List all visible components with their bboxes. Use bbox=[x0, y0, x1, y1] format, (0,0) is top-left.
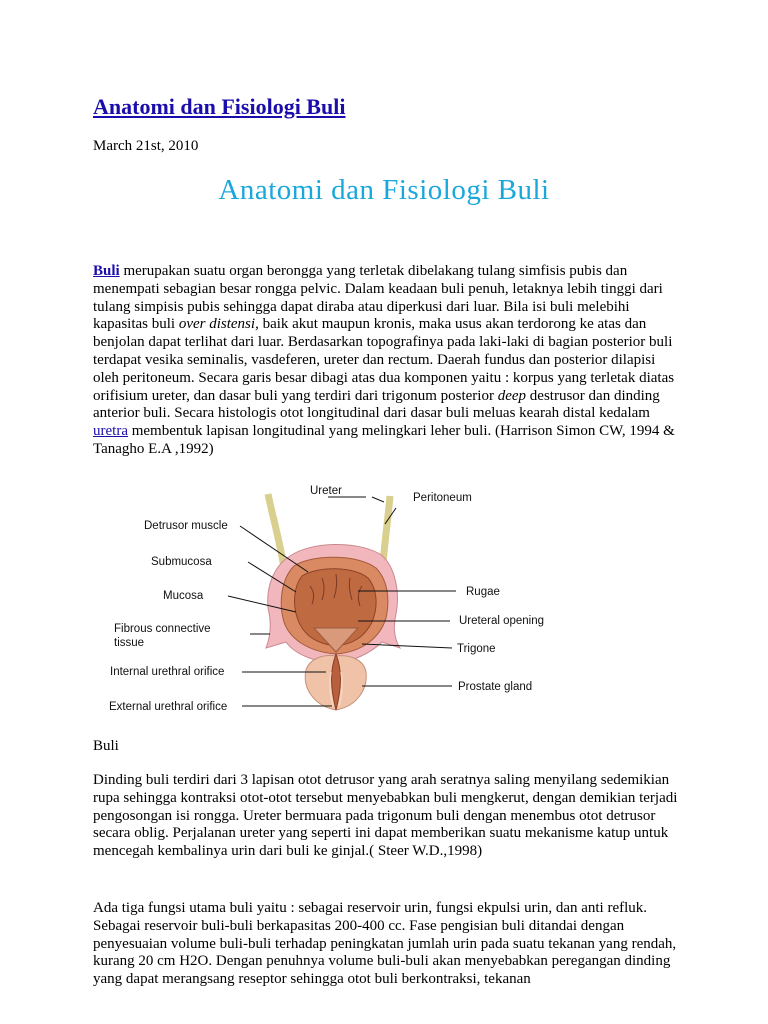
label-peritoneum: Peritoneum bbox=[413, 492, 472, 504]
paragraph-text: destrusor dan dinding anterior buli. Secara histologis otot longitudinal dari dasar buli meluas kearah distal kedalam bbox=[93, 387, 660, 422]
italic-term: deep bbox=[497, 387, 527, 404]
article-heading: Anatomi dan Fisiologi Buli bbox=[218, 174, 550, 206]
paragraph-anatomy bbox=[93, 263, 683, 459]
italic-term: over distensi bbox=[178, 316, 256, 333]
label-ureter: Ureter bbox=[310, 485, 342, 497]
buli-link[interactable]: Buli bbox=[93, 263, 120, 279]
uretra-link[interactable]: uretra bbox=[93, 423, 128, 440]
label-ureteral-opening: Ureteral opening bbox=[459, 615, 545, 627]
label-internal-urethral-orifice: Internal urethral orifice bbox=[110, 666, 225, 678]
bladder-anatomy-figure bbox=[100, 474, 570, 724]
label-mucosa: Mucosa bbox=[163, 590, 204, 602]
post-title-link[interactable]: Anatomi dan Fisiologi Buli bbox=[93, 94, 346, 119]
paragraph-functions: Ada tiga fungsi utama buli yaitu : sebagai reservoir urin, fungsi ekpulsi urin, dan anti refluk. Sebagai reservoir buli-buli berkapasitas 200-400 cc. Fase pengisian buli ditandai dengan penyesuaian volume buli-buli terhadap peningkatan jumlah urin pada suatu tekanan yang rendah, kurang 20 cm H2O. Dengan penuhnya volume buli-buli akan menyebabkan peregangan dinding yang dapat merangsang reseptor sehingga otot buli berkontraksi, tekanan bbox=[93, 900, 677, 988]
figure-caption: Buli bbox=[93, 738, 119, 754]
paragraph-text: , baik akut maupun kronis, maka usus akan terdorong ke atas dan benjolan dapat terlihat dari luar. Berdasarkan topografinya pada laki-laki di bagian posterior buli terdapat vesika seminalis, vasdeferen, ureter dan rectum. Daerah fundus dan posterior dilapisi oleh peritoneum. Secara garis besar dibagi atas dua komponen yaitu : korpus yang terletak diatas orifisium ureter, dan dasar buli yang terdiri dari trigonum posterior bbox=[93, 316, 675, 404]
bladder-illustration bbox=[100, 474, 570, 724]
paragraph-text: membentuk lapisan longitudinal yang melingkari leher buli. (Harrison Simon CW, 1994 & Tanagho E.A ,1992) bbox=[93, 423, 675, 457]
label-detrusor-muscle: Detrusor muscle bbox=[144, 520, 228, 532]
label-submucosa: Submucosa bbox=[151, 556, 212, 568]
post-date: March 21st, 2010 bbox=[93, 138, 199, 154]
label-rugae: Rugae bbox=[466, 586, 500, 598]
label-trigone: Trigone bbox=[457, 643, 496, 655]
label-fibrous-connective: Fibrous connective bbox=[114, 623, 211, 635]
paragraph-text: merupakan suatu organ berongga yang terletak dibelakang tulang simfisis pubis dan menempati sebagian besar rongga pelvic. Dalam keadaan buli penuh, letaknya lebih tinggi dari tulang simpisis pubis sehingga dapat diraba atau diperkusi dari luar. Bila isi buli melebihi kapasitas buli bbox=[93, 263, 663, 333]
label-fibrous-tissue: tissue bbox=[114, 637, 145, 649]
label-external-urethral-orifice: External urethral orifice bbox=[109, 701, 228, 713]
label-prostate-gland: Prostate gland bbox=[458, 681, 533, 693]
paragraph-detrusor: Dinding buli terdiri dari 3 lapisan otot detrusor yang arah seratnya saling menyilang sedemikian rupa sehingga kontraksi otot-otot tersebut menyebabkan buli mengkerut, dengan demikian terjadi pengosongan isi rongga. Ureter bermuara pada trigonum buli dengan menembus otot detrusor secara oblig. Perjalanan ureter yang seperti ini dapat memberikan suatu mekanisme katup untuk mencegah kembalinya urin dari buli ke ginjal.( Steer W.D.,1998) bbox=[93, 772, 678, 860]
